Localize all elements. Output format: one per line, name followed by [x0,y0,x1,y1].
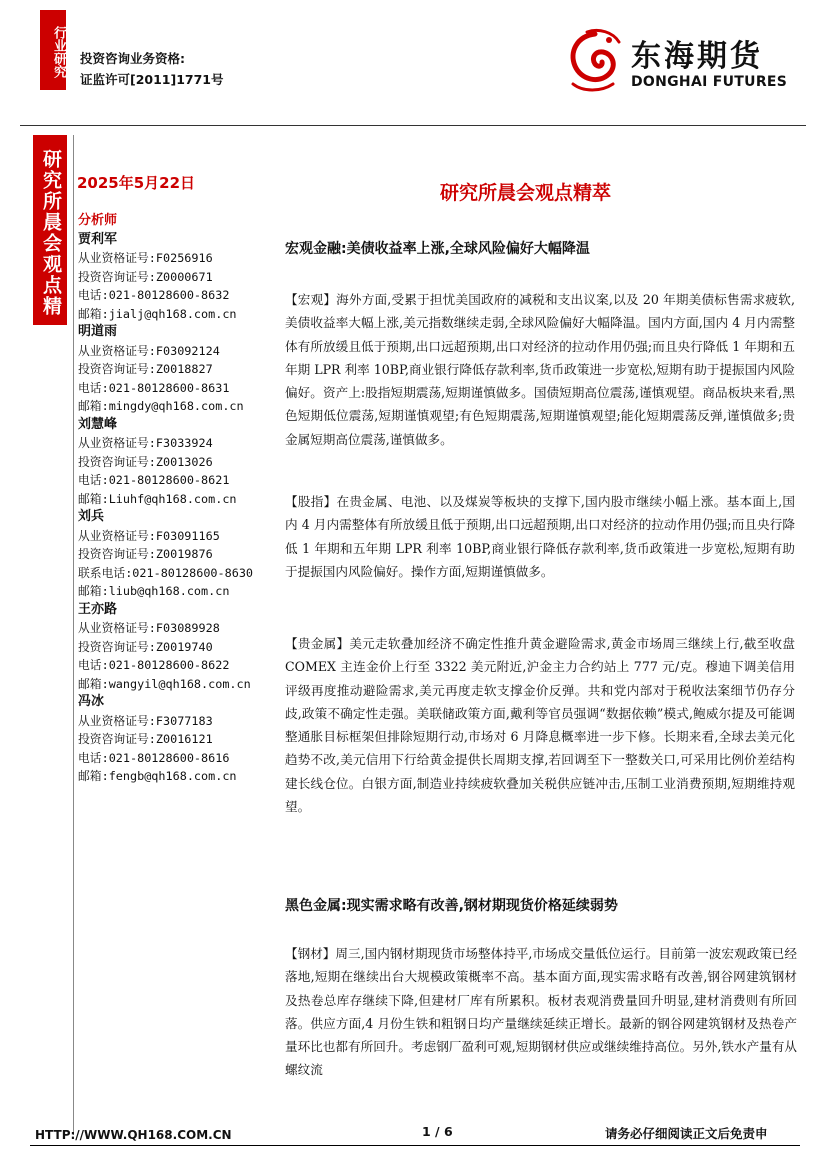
analyst-advisory-license: 投资咨询证号:Z0000671 [78,269,213,284]
section-title-ferrous: 黑色金属:现实需求略有改善,钢材期现货价格延续弱势 [285,898,618,914]
qualification-block [80,48,224,90]
analyst-entry [78,323,278,416]
analyst-phone: 电话:021-80128600-8631 [78,380,230,395]
analyst-entry [78,693,278,786]
analyst-email: 邮箱:Liuhf@qh168.com.cn [78,491,237,506]
company-logo [565,28,805,98]
analyst-license: 从业资格证号:F3033924 [78,436,213,450]
analyst-name: 贾利军 [78,231,118,247]
analyst-advisory-license: 投资咨询证号:Z0013026 [78,454,213,469]
analyst-email: 邮箱:jialj@qh168.com.cn [78,306,237,321]
analyst-entry [78,416,278,509]
paragraph-steel: 【钢材】周三,国内钢材期现货市场整体持平,市场成交量低位运行。目前第一波宏观政策已经落地,短期在继续出台大规模政策概率不高。基本面方面,现实需求略有改善,钢谷网建筑钢材及热卷总库存继续下降,但建材厂库有所累积。板材表观消费量回升明显,建材消费则有所回落。供应方面,4 月份生铁和粗钢日均产量继续延续正增长。最新的钢谷网建筑钢材及热卷产量环比也都有所回升。考虑钢厂盈利可观,短期钢材供应或继续维持高位。另外,铁水产量有从螺纹流 [285,946,797,1078]
analyst-license: 从业资格证号:F03091165 [78,528,220,543]
qualification-line: 投资咨询业务资格: [80,51,185,66]
report-date: 2025年5月22日 [77,174,196,192]
logo-english-name: DONGHAI FUTURES [631,74,788,90]
analyst-header: 分析师 [78,213,118,228]
analyst-phone: 联系电话:021-80128600-8630 [78,565,254,580]
analyst-phone: 电话:021-80128600-8616 [78,750,230,765]
license-line: 证监许可[2011]1771号 [80,72,224,87]
analyst-name: 王亦路 [78,601,118,617]
analyst-entry [78,601,278,694]
analyst-entry [78,231,278,324]
report-category-tag: 行业研究 [40,10,66,90]
analyst-name: 明道雨 [78,324,118,339]
analyst-phone: 电话:021-80128600-8632 [78,288,230,302]
analyst-license: 从业资格证号:F0256916 [78,251,213,265]
analyst-name: 冯冰 [78,694,105,709]
analyst-license: 从业资格证号:F3077183 [78,713,213,728]
analyst-advisory-license: 投资咨询证号:Z0016121 [78,732,213,746]
analyst-email: 邮箱:mingdy@qh168.com.cn [78,399,244,413]
dragon-swirl-icon [565,28,627,94]
paragraph-precious-metals: 【贵金属】美元走软叠加经济不确定性推升黄金避险需求,黄金市场周三继续上行,截至收盘 COMEX 主连金价上行至 3322 美元附近,沪金主力合约站上 777 元/克。穆迪下调美信用评级再度推动避险需求,美元再度走软支撑金价反弹。共和党内部对于税收法案细节仍存分歧,政策不确定性走强。美联储政策方面,戴利等官员强调“数据依赖”模式,鲍威尔提及可能调整通胀目标框架但排除短期行动,市场对 6 月降息概率进一步下修。长期来看,全球去美元化趋势不改,美元信用下行给黄金提供长周期支撑,若回调至下一整数关口,可采用比例价差结构建长线仓位。白银方面,制造业持续疲软叠加关税供应链冲击,压制工业消费预期,短期维持观望。 [285,636,795,815]
analyst-advisory-license: 投资咨询证号:Z0019876 [78,547,213,561]
footer-divider [30,1145,800,1146]
analyst-phone: 电话:021-80128600-8621 [78,473,230,487]
header-divider [20,125,806,126]
paragraph-stock-index: 【股指】在贵金属、电池、以及煤炭等板块的支撑下,国内股市继续小幅上涨。基本面上,国内 4 月内需整体有所放缓且低于预期,出口远超预期,出口对经济的拉动作用仍强;而且央行降低 1 年期和五年期 LPR 利率 10BP,商业银行降低存款利率,货币政策进一步宽松,短期有助于提振国内风险偏好。操作方面,短期谨慎做多。 [285,494,795,579]
analyst-name: 刘兵 [78,509,105,524]
footer-disclaimer: 请务必仔细阅读正文后免责申 [605,1126,768,1141]
section-title-macro: 宏观金融:美债收益率上涨,全球风险偏好大幅降温 [285,241,590,257]
analyst-advisory-license: 投资咨询证号:Z0018827 [78,362,213,376]
analyst-list [78,212,278,786]
paragraph-macro: 【宏观】海外方面,受累于担忧美国政府的减税和支出议案,以及 20 年期美债标售需求疲软,美债收益率大幅上涨,美元指数继续走弱,全球风险偏好大幅降温。国内方面,国内 4 月内需整体有所放缓且低于预期,出口远超预期,出口对经济的拉动作用仍强;而且央行降低 1 年期和五年期 LPR 利率 10BP,商业银行降低存款利率,货币政策进一步宽松,短期有助于提振国内风险偏好。资产上:股指短期震荡,短期谨慎做多。国债短期高位震荡,谨慎观望。商品板块来看,黑色短期低位震荡,短期谨慎观望;有色短期震荡,短期谨慎观望;能化短期震荡反弹,谨慎做多;贵金属短期高位震荡,谨慎做多。 [285,292,795,447]
logo-chinese-name: 东海期货 [631,39,763,74]
page-number: 1 / 6 [422,1124,453,1139]
analyst-license: 从业资格证号:F03089928 [78,621,220,635]
analyst-email: 邮箱:fengb@qh168.com.cn [78,769,237,783]
analyst-advisory-license: 投资咨询证号:Z0019740 [78,639,213,654]
analyst-email: 邮箱:wangyil@qh168.com.cn [78,676,251,691]
footer-website-link[interactable]: HTTP://WWW.QH168.COM.CN [35,1128,232,1142]
report-title: 研究所晨会观点精萃 [440,182,612,204]
analyst-phone: 电话:021-80128600-8622 [78,658,230,672]
analyst-license: 从业资格证号:F03092124 [78,343,220,358]
analyst-name: 刘慧峰 [78,416,118,432]
sidebar-title: 研究所晨会观点精萃 [33,135,67,325]
sidebar-divider [73,135,74,1135]
analyst-email: 邮箱:liub@qh168.com.cn [78,584,230,598]
analyst-entry [78,508,278,601]
